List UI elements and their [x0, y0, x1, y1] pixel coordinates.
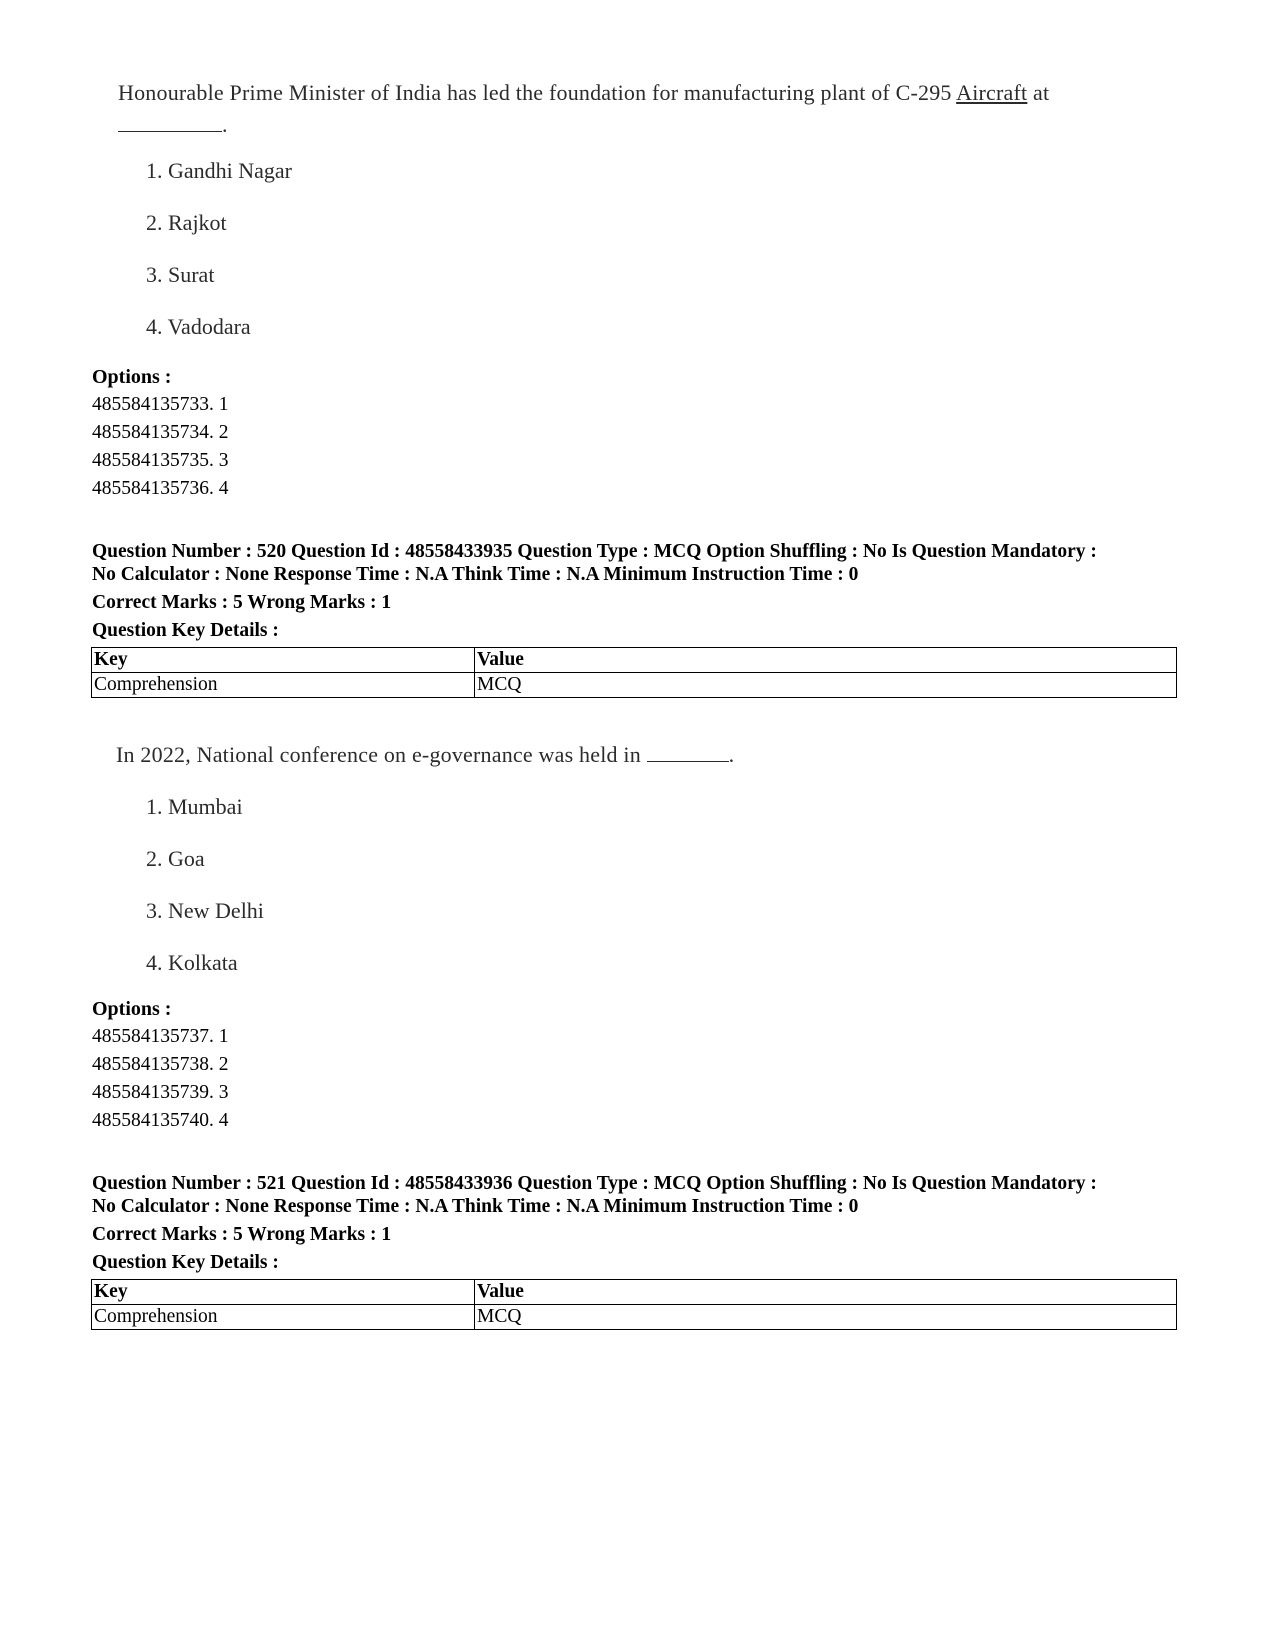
question-520-key-table	[91, 647, 1177, 698]
question-519-text	[118, 80, 1049, 106]
question-519-text-end: at	[1027, 80, 1050, 105]
table-cell-value: MCQ	[475, 673, 1177, 698]
question-520-choice-2: 2. Goa	[146, 846, 205, 871]
question-521-key-table	[91, 1279, 1177, 1330]
question-519-period: .	[222, 112, 228, 137]
question-520-meta-line-2: No Calculator : None Response Time : N.A Think Time : N.A Minimum Instruction Time : 0	[92, 564, 859, 585]
table-header-value: Value	[475, 648, 1177, 673]
question-519-choice-3: 3. Surat	[146, 262, 215, 287]
question-521-meta-line-2: No Calculator : None Response Time : N.A Think Time : N.A Minimum Instruction Time : 0	[92, 1196, 859, 1217]
question-519-choice-1: 1. Gandhi Nagar	[146, 158, 293, 183]
question-519-choice-2: 2. Rajkot	[146, 210, 227, 235]
question-520-key-details-label: Question Key Details :	[92, 620, 279, 641]
option-id-4: 485584135740. 4	[92, 1110, 229, 1131]
question-520-choice-1: 1. Mumbai	[146, 794, 243, 819]
question-520-meta-line-1: Question Number : 520 Question Id : 48558433935 Question Type : MCQ Option Shuffling : No Is Question Mandatory :	[92, 541, 1097, 562]
question-519-blank-line	[118, 112, 228, 138]
option-id-2: 485584135734. 2	[92, 422, 229, 443]
question-520-text-start: In 2022, National conference on e-governance was held in	[116, 742, 647, 767]
table-cell-key: Comprehension	[92, 673, 475, 698]
option-id-4: 485584135736. 4	[92, 478, 229, 499]
question-520-marks: Correct Marks : 5 Wrong Marks : 1	[92, 592, 392, 613]
table-header-row	[92, 1280, 1177, 1305]
question-520-text	[116, 742, 734, 768]
option-id-1: 485584135737. 1	[92, 1026, 229, 1047]
option-id-1: 485584135733. 1	[92, 394, 229, 415]
question-521-marks: Correct Marks : 5 Wrong Marks : 1	[92, 1224, 392, 1245]
table-cell-value: MCQ	[475, 1305, 1177, 1330]
question-521-key-details-label: Question Key Details :	[92, 1252, 279, 1273]
table-row	[92, 1305, 1177, 1330]
question-519-choice-4: 4. Vadodara	[146, 314, 251, 339]
option-id-2: 485584135738. 2	[92, 1054, 229, 1075]
table-row	[92, 673, 1177, 698]
options-label: Options :	[92, 998, 172, 1020]
table-header-row	[92, 648, 1177, 673]
question-521-meta-line-1: Question Number : 521 Question Id : 48558433936 Question Type : MCQ Option Shuffling : No Is Question Mandatory :	[92, 1173, 1097, 1194]
question-520-choice-3: 3. New Delhi	[146, 898, 264, 923]
question-519-text-start: Honourable Prime Minister of India has led the foundation for manufacturing plant of C-295	[118, 80, 957, 105]
answer-blank	[647, 743, 729, 762]
question-519-underlined-word: Aircraft	[956, 80, 1028, 105]
table-header-key: Key	[92, 648, 475, 673]
option-id-3: 485584135735. 3	[92, 450, 229, 471]
table-cell-key: Comprehension	[92, 1305, 475, 1330]
answer-blank	[118, 113, 222, 132]
option-id-3: 485584135739. 3	[92, 1082, 229, 1103]
table-header-key: Key	[92, 1280, 475, 1305]
question-520-period: .	[728, 742, 735, 767]
table-header-value: Value	[475, 1280, 1177, 1305]
question-520-choice-4: 4. Kolkata	[146, 950, 238, 975]
options-label: Options :	[92, 366, 172, 388]
